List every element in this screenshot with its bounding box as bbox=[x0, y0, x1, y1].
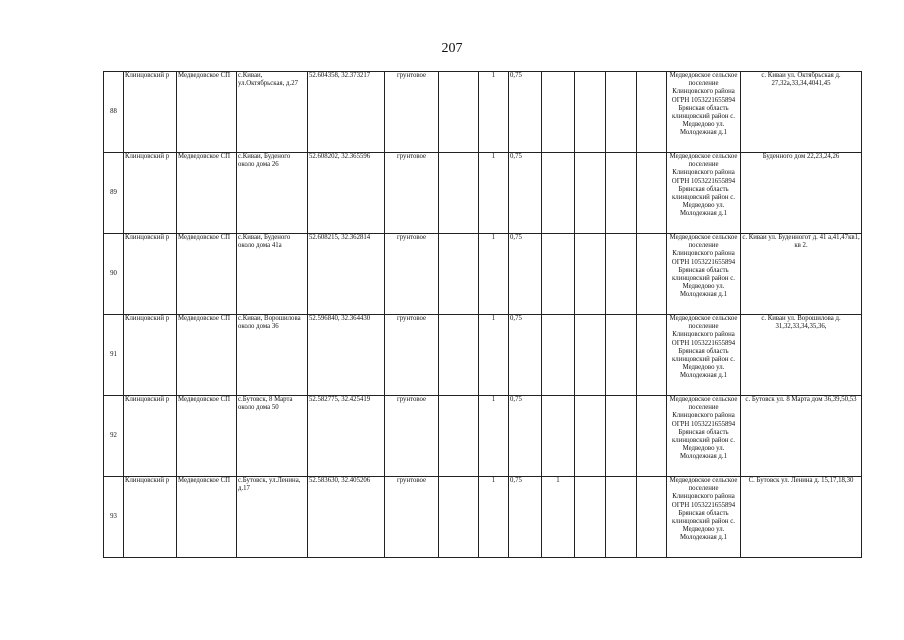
cell-empty bbox=[439, 234, 479, 315]
cell-district bbox=[124, 477, 177, 558]
served-text: с. Киваи ул. Ворошилова д. 31,32,33,34,35,36, bbox=[761, 315, 841, 331]
cell-num: 88 bbox=[104, 72, 124, 153]
count-text: 1 bbox=[491, 315, 496, 322]
coordinates-text: 52.608215, 32.362814 bbox=[309, 234, 371, 241]
cell-empty bbox=[637, 477, 667, 558]
district-text: Клинцовский р bbox=[125, 72, 170, 79]
cell-coordinates bbox=[308, 315, 385, 396]
cell-settlement bbox=[177, 153, 237, 234]
count-text: 1 bbox=[491, 477, 496, 484]
settlement-text: Медведовское СП bbox=[178, 234, 231, 241]
table-row bbox=[104, 234, 862, 315]
address-text: с.Киваи, Буденого около дома 41а bbox=[238, 234, 291, 250]
cell-district bbox=[124, 153, 177, 234]
registry-rows bbox=[104, 72, 862, 558]
cell-count bbox=[479, 72, 509, 153]
surface-text: грунтовое bbox=[396, 72, 427, 79]
settlement-text: Медведовское СП bbox=[178, 153, 231, 160]
cell-settlement bbox=[177, 234, 237, 315]
extra-text bbox=[543, 396, 573, 476]
table-row bbox=[104, 72, 862, 153]
owner-text: Медведовское сельское поселение Клинцовского района ОГРН 1053221655894 Брянская область клинцовский район с. Медведово ул. Молодежная д.1 bbox=[669, 396, 738, 461]
served-text: с. Киваи ул. Октябрьская д. 27,32а,33,34,4041,45 bbox=[761, 72, 841, 88]
cell-district bbox=[124, 72, 177, 153]
cell-settlement bbox=[177, 477, 237, 558]
extra-text bbox=[543, 72, 573, 152]
cell-surface bbox=[385, 396, 439, 477]
district-text: Клинцовский р bbox=[125, 234, 170, 241]
cell-surface bbox=[385, 315, 439, 396]
cell-empty bbox=[439, 477, 479, 558]
owner-text: Медведовское сельское поселение Клинцовского района ОГРН 1053221655894 Брянская область клинцовский район с. Медведово ул. Молодежная д.1 bbox=[669, 477, 738, 542]
address-text: с.Бутовск, 8 Марта около дома 50 bbox=[238, 396, 293, 412]
settlement-text: Медведовское СП bbox=[178, 477, 231, 484]
cell-served bbox=[741, 234, 862, 315]
settlement-text: Медведовское СП bbox=[178, 315, 231, 322]
cell-extra bbox=[542, 477, 575, 558]
cell-surface bbox=[385, 153, 439, 234]
table-row bbox=[104, 153, 862, 234]
cell-num: 93 bbox=[104, 477, 124, 558]
cell-empty bbox=[637, 234, 667, 315]
extra-text bbox=[543, 234, 573, 314]
cell-extra bbox=[542, 396, 575, 477]
cell-count bbox=[479, 234, 509, 315]
cell-empty bbox=[439, 153, 479, 234]
table-row bbox=[104, 396, 862, 477]
cell-empty bbox=[575, 153, 606, 234]
page-number: 207 bbox=[441, 41, 463, 56]
volume-text: 0,75 bbox=[510, 315, 522, 322]
cell-count bbox=[479, 477, 509, 558]
cell-empty bbox=[575, 234, 606, 315]
district-text: Клинцовский р bbox=[125, 153, 170, 160]
cell-num: 90 bbox=[104, 234, 124, 315]
cell-extra bbox=[542, 72, 575, 153]
surface-text: грунтовое bbox=[396, 234, 427, 241]
table-row bbox=[104, 477, 862, 558]
cell-coordinates bbox=[308, 153, 385, 234]
cell-empty bbox=[575, 477, 606, 558]
cell-coordinates bbox=[308, 234, 385, 315]
cell-volume bbox=[509, 477, 542, 558]
cell-count bbox=[479, 315, 509, 396]
cell-owner bbox=[667, 234, 741, 315]
settlement-text: Медведовское СП bbox=[178, 72, 231, 79]
extra-text bbox=[543, 153, 573, 233]
volume-text: 0,75 bbox=[510, 72, 522, 79]
cell-surface bbox=[385, 234, 439, 315]
cell-surface bbox=[385, 72, 439, 153]
cell-owner bbox=[667, 72, 741, 153]
cell-empty bbox=[575, 396, 606, 477]
cell-district bbox=[124, 234, 177, 315]
cell-volume bbox=[509, 153, 542, 234]
cell-empty bbox=[575, 315, 606, 396]
extra-text: 1 bbox=[556, 477, 560, 484]
cell-address bbox=[237, 234, 308, 315]
cell-num: 91 bbox=[104, 315, 124, 396]
cell-empty bbox=[439, 396, 479, 477]
cell-volume bbox=[509, 315, 542, 396]
surface-text: грунтовое bbox=[396, 315, 427, 322]
district-text: Клинцовский р bbox=[125, 477, 170, 484]
volume-text: 0,75 bbox=[510, 153, 522, 160]
owner-text: Медведовское сельское поселение Клинцовского района ОГРН 1053221655894 Брянская область клинцовский район с. Медведово ул. Молодежная д.1 bbox=[669, 72, 738, 137]
count-text: 1 bbox=[491, 396, 496, 403]
cell-volume bbox=[509, 234, 542, 315]
owner-text: Медведовское сельское поселение Клинцовского района ОГРН 1053221655894 Брянская область клинцовский район с. Медведово ул. Молодежная д.1 bbox=[669, 153, 738, 218]
cell-coordinates bbox=[308, 72, 385, 153]
cell-served bbox=[741, 315, 862, 396]
cell-empty bbox=[637, 72, 667, 153]
cell-count bbox=[479, 153, 509, 234]
coordinates-text: 52.608202, 32.365596 bbox=[309, 153, 371, 160]
cell-empty bbox=[606, 72, 637, 153]
cell-empty bbox=[637, 396, 667, 477]
volume-text: 0,75 bbox=[510, 396, 522, 403]
address-text: с.Бутовск, ул.Ленина, д.17 bbox=[238, 477, 301, 493]
cell-num: 89 bbox=[104, 153, 124, 234]
cell-volume bbox=[509, 72, 542, 153]
owner-text: Медведовское сельское поселение Клинцовского района ОГРН 1053221655894 Брянская область клинцовский район с. Медведово ул. Молодежная д.1 bbox=[669, 315, 738, 380]
address-text: с.Киваи, Ворошилова около дома 36 bbox=[238, 315, 301, 331]
address-text: с.Киваи, Буденого около дома 26 bbox=[238, 153, 291, 169]
surface-text: грунтовое bbox=[396, 396, 427, 403]
count-text: 1 bbox=[491, 234, 496, 241]
table-row bbox=[104, 315, 862, 396]
cell-owner bbox=[667, 315, 741, 396]
coordinates-text: 52.596840, 32.364430 bbox=[309, 315, 371, 322]
cell-address bbox=[237, 153, 308, 234]
cell-empty bbox=[606, 153, 637, 234]
cell-empty bbox=[439, 72, 479, 153]
surface-text: грунтовое bbox=[396, 477, 427, 484]
cell-settlement bbox=[177, 396, 237, 477]
surface-text: грунтовое bbox=[396, 153, 427, 160]
cell-volume bbox=[509, 396, 542, 477]
cell-address bbox=[237, 477, 308, 558]
cell-district bbox=[124, 315, 177, 396]
cell-empty bbox=[606, 315, 637, 396]
coordinates-text: 52.582775, 32.425419 bbox=[309, 396, 371, 403]
cell-address bbox=[237, 72, 308, 153]
cell-surface bbox=[385, 477, 439, 558]
served-text: с. Бутовск ул. 8 Марта дом 36,39,50,53 bbox=[745, 396, 857, 403]
cell-owner bbox=[667, 396, 741, 477]
registry-table bbox=[103, 71, 862, 558]
cell-empty bbox=[606, 477, 637, 558]
cell-coordinates bbox=[308, 396, 385, 477]
cell-address bbox=[237, 315, 308, 396]
cell-extra bbox=[542, 315, 575, 396]
cell-empty bbox=[606, 396, 637, 477]
coordinates-text: 52.583630, 32.405206 bbox=[309, 477, 371, 484]
cell-num: 92 bbox=[104, 396, 124, 477]
count-text: 1 bbox=[491, 72, 496, 79]
volume-text: 0,75 bbox=[510, 477, 522, 484]
cell-extra bbox=[542, 234, 575, 315]
cell-settlement bbox=[177, 72, 237, 153]
cell-district bbox=[124, 396, 177, 477]
cell-empty bbox=[637, 315, 667, 396]
cell-served bbox=[741, 153, 862, 234]
cell-coordinates bbox=[308, 477, 385, 558]
cell-address bbox=[237, 396, 308, 477]
cell-settlement bbox=[177, 315, 237, 396]
settlement-text: Медведовское СП bbox=[178, 396, 231, 403]
cell-owner bbox=[667, 153, 741, 234]
cell-served bbox=[741, 396, 862, 477]
cell-served bbox=[741, 477, 862, 558]
cell-extra bbox=[542, 153, 575, 234]
cell-served bbox=[741, 72, 862, 153]
served-text: С. Бутовск ул. Ленина д. 15,17,18,30 bbox=[748, 477, 854, 484]
district-text: Клинцовский р bbox=[125, 315, 170, 322]
coordinates-text: 52.604358, 32.373217 bbox=[309, 72, 371, 79]
cell-empty bbox=[439, 315, 479, 396]
extra-text bbox=[543, 315, 573, 395]
district-text: Клинцовский р bbox=[125, 396, 170, 403]
cell-empty bbox=[637, 153, 667, 234]
cell-empty bbox=[575, 72, 606, 153]
served-text: Буденного дом 22,23,24,26 bbox=[762, 153, 840, 160]
cell-count bbox=[479, 396, 509, 477]
address-text: с.Киваи, ул.Октябрьская, д.27 bbox=[238, 72, 298, 88]
volume-text: 0,75 bbox=[510, 234, 522, 241]
cell-empty bbox=[606, 234, 637, 315]
owner-text: Медведовское сельское поселение Клинцовского района ОГРН 1053221655894 Брянская область клинцовский район с. Медведово ул. Молодежная д.1 bbox=[669, 234, 738, 299]
count-text: 1 bbox=[491, 153, 496, 160]
served-text: с. Киваи ул. Буденногот д. 41 а,41,47кв1, кв 2. bbox=[742, 234, 860, 250]
cell-owner bbox=[667, 477, 741, 558]
